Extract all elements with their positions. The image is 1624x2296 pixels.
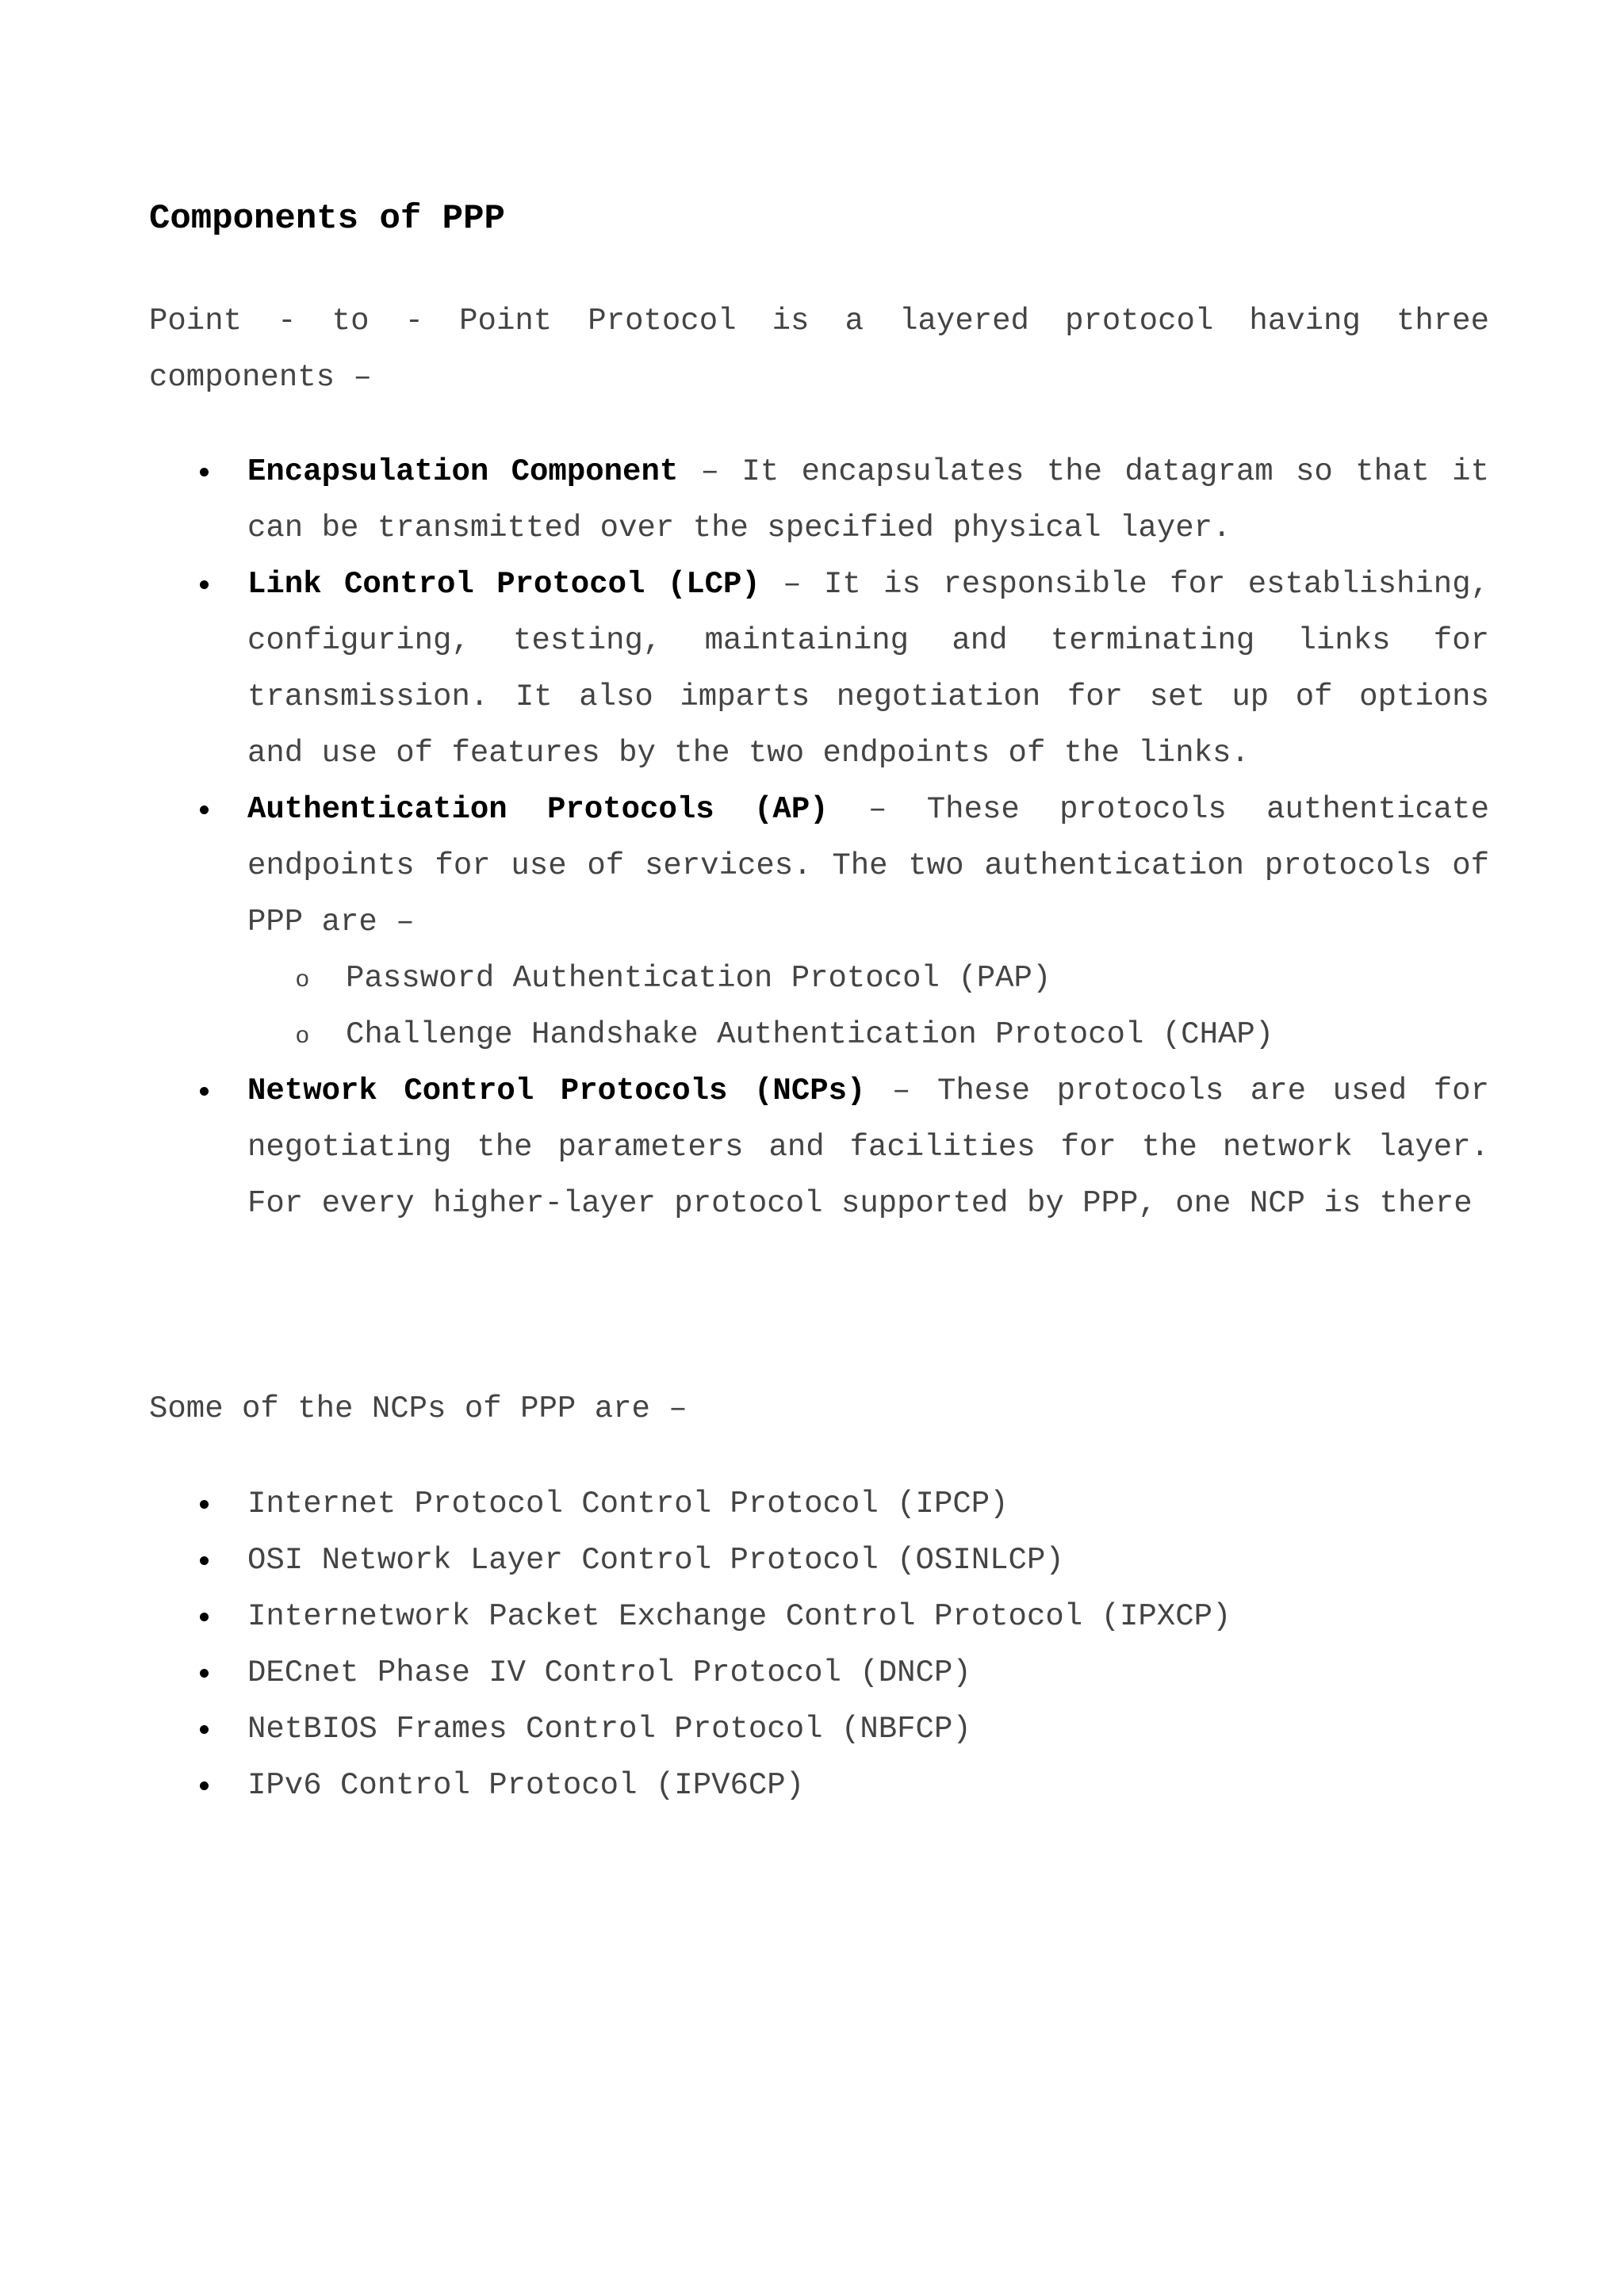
ncp-item-ipxcp: Internetwork Packet Exchange Control Protocol (IPXCP) bbox=[149, 1589, 1489, 1645]
term-lcp: Link Control Protocol (LCP) bbox=[247, 567, 760, 602]
description-ap: – These protocols authenticate endpoints for use of services. The two authentication protocols of PPP are – bbox=[247, 792, 1489, 939]
list-item-encapsulation bbox=[149, 444, 1489, 557]
ncp-item-nbfcp: NetBIOS Frames Control Protocol (NBFCP) bbox=[149, 1701, 1489, 1758]
sub-item-pap: o Password Authentication Protocol (PAP) bbox=[247, 951, 1489, 1007]
description-encapsulation: – It encapsulates the datagram so that it can be transmitted over the specified physical layer. bbox=[247, 454, 1489, 545]
auth-protocols-sublist bbox=[247, 951, 1489, 1063]
list-item-ncps bbox=[149, 1063, 1489, 1232]
ncp-item-dncp: DECnet Phase IV Control Protocol (DNCP) bbox=[149, 1645, 1489, 1701]
page-title: Components of PPP bbox=[149, 199, 505, 239]
list-item-ap bbox=[149, 782, 1489, 1063]
components-list bbox=[149, 444, 1489, 1232]
ncp-list bbox=[149, 1476, 1489, 1814]
ncp-item-ipv6cp: IPv6 Control Protocol (IPV6CP) bbox=[149, 1758, 1489, 1814]
ncp-item-osinlcp: OSI Network Layer Control Protocol (OSINLCP) bbox=[149, 1533, 1489, 1589]
intro-paragraph: Point - to - Point Protocol is a layered protocol having three components – bbox=[149, 304, 1489, 395]
ncp-item-ipcp: Internet Protocol Control Protocol (IPCP) bbox=[149, 1476, 1489, 1533]
description-lcp: – It is responsible for establishing, configuring, testing, maintaining and terminating links for transmission. It also imparts negotiation for set up of options and use of features by the two endpoints of the links. bbox=[247, 567, 1489, 771]
ncp-intro-paragraph: Some of the NCPs of PPP are – bbox=[149, 1391, 688, 1426]
term-ncps: Network Control Protocols (NCPs) bbox=[247, 1073, 866, 1108]
sub-item-chap: o Challenge Handshake Authentication Protocol (CHAP) bbox=[247, 1007, 1489, 1063]
list-item-lcp bbox=[149, 557, 1489, 782]
term-ap: Authentication Protocols (AP) bbox=[247, 792, 829, 827]
term-encapsulation: Encapsulation Component bbox=[247, 454, 679, 489]
description-ncps: – These protocols are used for negotiating the parameters and facilities for the network layer. For every higher-layer protocol supported by PPP, one NCP is there bbox=[247, 1073, 1489, 1221]
